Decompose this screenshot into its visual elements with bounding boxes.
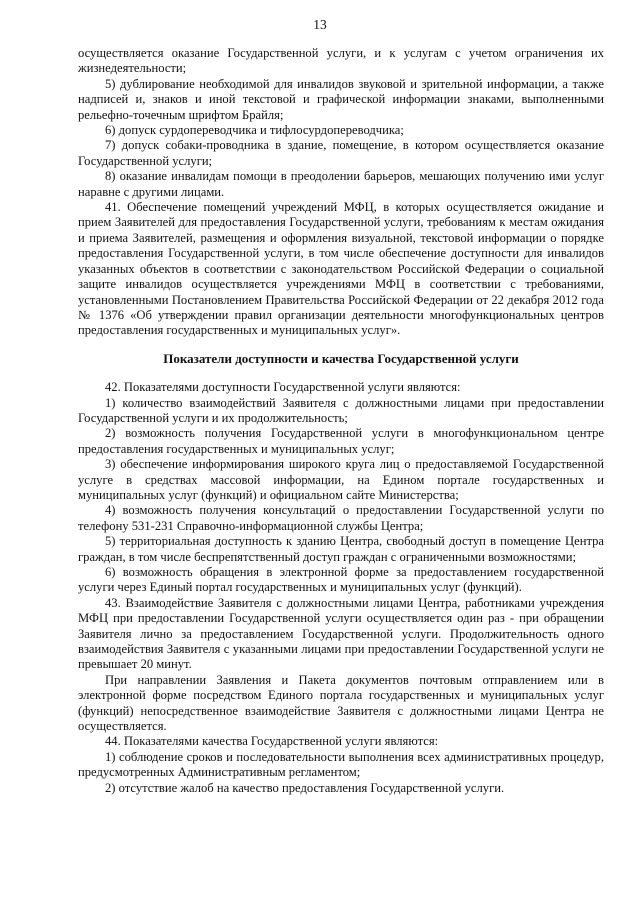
paragraph: 1) соблюдение сроков и последовательности выполнения всех административных процедур, предусмотренных Административным регламентом;: [78, 749, 604, 780]
paragraph-group-top: [78, 46, 604, 339]
paragraph: При направлении Заявления и Пакета документов почтовым отправлением или в электронной форме посредством Единого портала государственных и муниципальных услуг (функций) непосредственное взаимодействие Заявителя с должностными лицами Центра не осуществляется.: [78, 672, 604, 734]
section-heading: Показатели доступности и качества Государственной услуги: [163, 350, 519, 366]
paragraph: 4) возможность получения консультаций о предоставлении Государственной услуги по телефону 531-231 Справочно-информационной службы Центра;: [78, 503, 604, 533]
paragraph: 6) возможность обращения в электронной форме за предоставлением государственной услуги через Единый портал государственных и муниципальных услуг (функций).: [78, 565, 604, 595]
paragraph: 6) допуск сурдопереводчика и тифлосурдопереводчика;: [105, 123, 404, 138]
paragraph: 43. Взаимодействие Заявителя с должностными лицами Центра, работниками учреждения МФЦ при предоставлении Государственной услуги осуществляется один раз - при обращении Заявителя лично за предоставлением Государственной услуги. Продолжительность одного взаимодействия Заявителя с указанными лицами при предоставлении Государственной услуги не превышает 20 минут.: [78, 595, 604, 672]
paragraph: 3) обеспечение информирования широкого круга лиц о предоставляемой Государственной услуге в средствах массовой информации, на Едином портале государственных и муниципальных услуг (функций) и официальном сайте Министерства;: [78, 457, 604, 502]
paragraph: осуществляется оказание Государственной услуги, и к услугам с учетом ограничения их жизнедеятельности;: [78, 46, 604, 76]
paragraph: 2) отсутствие жалоб на качество предоставления Государственной услуги.: [105, 780, 505, 795]
paragraph: 41. Обеспечение помещений учреждений МФЦ, в которых осуществляется ожидание и прием Заявителей для предоставления Государственной услуги, требованиям к местам ожидания и приема Заявителей, размещения и оформления визуальной, текстовой информации о порядке предоставления Государственной услуги, в том числе обеспечение доступности для инвалидов указанных объектов в соответствии с законодательством Российской Федерации о социальной защите инвалидов осуществляется учреждениями МФЦ в соответствии с требованиями, установленными Постановлением Правительства Российской Федерации от 22 декабря 2012 года № 1376 «Об утверждении правил организации деятельности многофункциональных центров предоставления государственных и муниципальных услуг».: [78, 200, 604, 338]
page-number: 13: [313, 17, 327, 32]
paragraph: 8) оказание инвалидам помощи в преодолении барьеров, мешающих получению ими услуг наравне с другими лицами.: [78, 169, 604, 199]
paragraph: 1) количество взаимодействий Заявителя с должностными лицами при предоставлении Государственной услуги и их продолжительность;: [78, 395, 604, 425]
paragraph-group-bottom: [78, 380, 604, 796]
paragraph: 7) допуск собаки-проводника в здание, помещение, в котором осуществляется оказание Государственной услуги;: [78, 138, 604, 168]
paragraph: 5) территориальная доступность к зданию Центра, свободный доступ в помещение Центра граждан, в том числе беспрепятственный доступ граждан с ограниченными возможностями;: [78, 534, 604, 564]
paragraph: 2) возможность получения Государственной услуги в многофункциональном центре предоставления государственных и муниципальных услуг;: [78, 426, 604, 456]
paragraph: 5) дублирование необходимой для инвалидов звуковой и зрительной информации, а также надписей и, знаков и иной текстовой и графической информации знаками, выполненными рельефно-точечным шрифтом Брайля;: [78, 76, 604, 122]
paragraph: 42. Показателями доступности Государственной услуги являются:: [105, 380, 461, 395]
paragraph: 44. Показателями качества Государственной услуги являются:: [105, 734, 439, 749]
document-body: [78, 46, 604, 796]
